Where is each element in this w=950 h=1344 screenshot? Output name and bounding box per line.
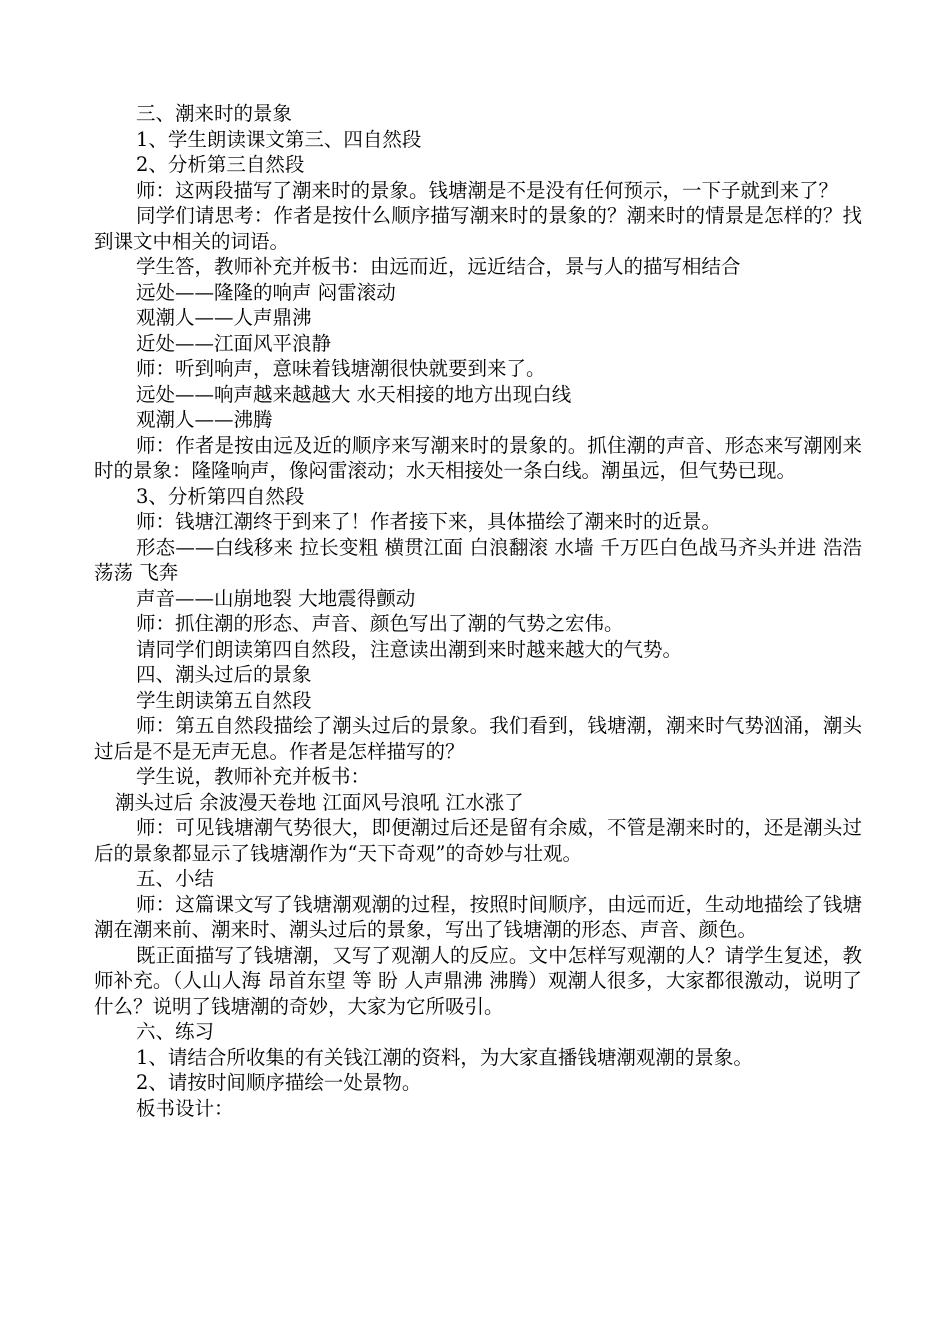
paragraph: 请同学们朗读第四自然段，注意读出潮到来时越来越大的气势。 xyxy=(136,637,683,661)
paragraph: 学生答，教师补充并板书：由远而近，远近结合，景与人的描写相结合 xyxy=(136,255,741,278)
board-note: 近处——江面风平浪静 xyxy=(136,331,332,355)
section-heading-3: 三、潮来时的景象 xyxy=(136,102,293,125)
board-note: 远处——隆隆的响声 闷雷滚动 xyxy=(136,280,396,304)
board-note: 观潮人——人声鼎沸 xyxy=(136,306,312,329)
list-item: 1、学生朗读课文第三、四自然段 xyxy=(136,127,422,151)
list-item: 1、请结合所收集的有关钱江潮的资料，为大家直播钱塘潮观潮的景象。 xyxy=(136,1045,753,1069)
section-heading-5: 五、小结 xyxy=(136,867,215,890)
board-note: 远处——响声越来越越大 水天相接的地方出现白线 xyxy=(136,382,572,406)
paragraph: 学生朗读第五自然段 xyxy=(136,688,312,712)
board-note: 声音——山崩地裂 大地震得颤动 xyxy=(136,586,416,610)
section-heading-6: 六、练习 xyxy=(136,1020,215,1043)
list-item: 2、请按时间顺序描绘一处景物。 xyxy=(136,1071,422,1094)
paragraph: 师：抓住潮的形态、声音、颜色写出了潮的气势之宏伟。 xyxy=(136,612,624,635)
paragraph: 师：这两段描写了潮来时的景象。钱塘潮是不是没有任何预示，一下子就到来了？ xyxy=(136,178,839,202)
section-heading-4: 四、潮头过后的景象 xyxy=(136,663,312,686)
paragraph: 师：听到响声，意味着钱塘潮很快就要到来了。 xyxy=(136,357,546,380)
paragraph: 既正面描写了钱塘潮，又写了观潮人的反应。文中怎样写观潮的人？请学生复述，教师补充。（人山人海 昂首东望 等 盼 人声鼎沸 沸腾）观潮人很多，大家都很激动，说明了什么？说明了钱塘潮的奇妙，大家为它所吸引。 xyxy=(94,943,862,1018)
list-item: 3、分析第四自然段 xyxy=(136,484,305,508)
paragraph: 同学们请思考：作者是按什么顺序描写潮来时的景象的？潮来时的情景是怎样的？找到课文中相关的词语。 xyxy=(94,204,862,253)
paragraph: 师：作者是按由远及近的顺序来写潮来时的景象的。抓住潮的声音、形态来写潮刚来时的景象：隆隆响声，像闷雷滚动；水天相接处一条白线。潮虽远，但气势已现。 xyxy=(94,433,862,482)
paragraph: 师：可见钱塘潮气势很大，即便潮过后还是留有余威，不管是潮来时的，还是潮头过后的景象都显示了钱塘潮作为“天下奇观”的奇妙与壮观。 xyxy=(94,816,862,865)
document-body xyxy=(94,101,862,1121)
paragraph: 师：这篇课文写了钱塘潮观潮的过程，按照时间顺序，由远而近，生动地描绘了钱塘潮在潮来前、潮来时、潮头过后的景象，写出了钱塘潮的形态、声音、颜色。 xyxy=(94,892,862,941)
paragraph: 师：第五自然段描绘了潮头过后的景象。我们看到，钱塘潮，潮来时气势汹涌，潮头过后是不是无声无息。作者是怎样描写的？ xyxy=(94,714,862,763)
board-design-label: 板书设计： xyxy=(136,1096,234,1120)
list-item: 2、分析第三自然段 xyxy=(136,153,305,176)
board-note: 形态——白线移来 拉长变粗 横贯江面 白浪翻滚 水墙 千万匹白色战马齐头并进 浩浩荡荡 飞奔 xyxy=(94,535,862,584)
paragraph: 师：钱塘江潮终于到来了！作者接下来，具体描绘了潮来时的近景。 xyxy=(136,510,722,533)
paragraph: 学生说，教师补充并板书： xyxy=(136,765,371,788)
board-note: 观潮人——沸腾 xyxy=(136,408,273,431)
board-note: 潮头过后 余波漫天卷地 江面风号浪吼 江水涨了 xyxy=(115,790,524,814)
